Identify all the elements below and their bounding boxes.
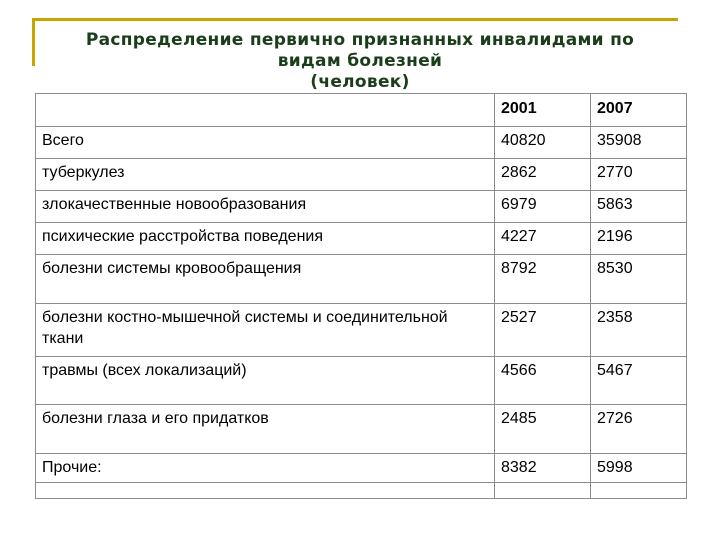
row-value-2001: 4227 xyxy=(495,223,591,255)
header-cell-label xyxy=(36,94,495,127)
empty-cell xyxy=(495,483,591,499)
row-label: болезни системы кровообращения xyxy=(36,255,495,304)
row-label: болезни костно-мышечной системы и соединительной ткани xyxy=(36,304,495,357)
table-row xyxy=(36,191,687,223)
table-row-empty xyxy=(36,483,687,499)
title-line-2: видам болезней xyxy=(277,51,443,71)
table-row xyxy=(36,357,687,405)
row-value-2007: 2726 xyxy=(591,405,687,454)
table-row xyxy=(36,159,687,191)
row-value-2001: 8382 xyxy=(495,454,591,483)
row-value-2007: 2196 xyxy=(591,223,687,255)
table-row xyxy=(36,405,687,454)
row-value-2007: 8530 xyxy=(591,255,687,304)
row-value-2007: 5998 xyxy=(591,454,687,483)
table-row xyxy=(36,127,687,159)
title-line-3: (человек) xyxy=(310,72,410,92)
empty-cell xyxy=(591,483,687,499)
header-cell-2007: 2007 xyxy=(591,94,687,127)
row-label: болезни глаза и его придатков xyxy=(36,405,495,454)
top-accent-rule xyxy=(32,18,678,21)
slide-title xyxy=(36,30,684,93)
row-value-2007: 2358 xyxy=(591,304,687,357)
row-value-2001: 2485 xyxy=(495,405,591,454)
empty-cell xyxy=(36,483,495,499)
left-accent-rule xyxy=(32,18,35,66)
row-label: Всего xyxy=(36,127,495,159)
row-value-2001: 40820 xyxy=(495,127,591,159)
row-label: Прочие: xyxy=(36,454,495,483)
table-header-row xyxy=(36,94,687,127)
table-row xyxy=(36,304,687,357)
disability-table xyxy=(35,93,687,499)
table-row xyxy=(36,454,687,483)
row-value-2001: 2527 xyxy=(495,304,591,357)
row-value-2001: 8792 xyxy=(495,255,591,304)
table-row xyxy=(36,255,687,304)
row-value-2001: 4566 xyxy=(495,357,591,405)
row-value-2007: 5467 xyxy=(591,357,687,405)
row-value-2001: 6979 xyxy=(495,191,591,223)
header-cell-2001: 2001 xyxy=(495,94,591,127)
table-row xyxy=(36,223,687,255)
row-value-2007: 35908 xyxy=(591,127,687,159)
title-line-1: Распределение первично признанных инвалидами по xyxy=(85,30,635,50)
row-label: травмы (всех локализаций) xyxy=(36,357,495,405)
row-label: злокачественные новообразования xyxy=(36,191,495,223)
row-value-2007: 5863 xyxy=(591,191,687,223)
row-label: туберкулез xyxy=(36,159,495,191)
row-value-2007: 2770 xyxy=(591,159,687,191)
row-label: психические расстройства поведения xyxy=(36,223,495,255)
row-value-2001: 2862 xyxy=(495,159,591,191)
